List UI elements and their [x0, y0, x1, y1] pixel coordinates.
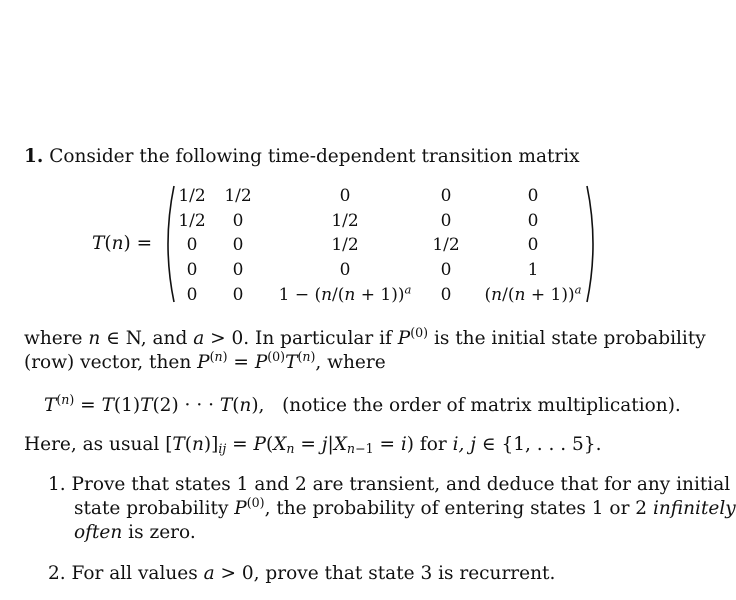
matrix-cell-r1-c3: 0 — [339, 186, 351, 206]
item-2: 2. For all values a > 0, prove that state 3 is recurrent. — [48, 563, 556, 584]
matrix-cell-r4-c1: 0 — [186, 260, 198, 280]
matrix-cell-r5-c1: 0 — [186, 285, 198, 305]
matrix-cell-r5-c5: $(n/(n + 1))^a$ — [484, 282, 582, 305]
item-1 — [48, 474, 730, 495]
problem-number: 1. — [24, 146, 44, 167]
matrix-cell-r2-c5: 0 — [527, 211, 539, 231]
matrix-cell-r3-c3: 1/2 — [331, 235, 359, 255]
matrix-cell-r3-c2: 0 — [232, 235, 244, 255]
matrix-cell-r5-c2: 0 — [232, 285, 244, 305]
item-2-number: 2. — [48, 563, 66, 584]
matrix-cell-r1-c1: 1/2 — [178, 186, 206, 206]
product-line: $T^{(n)} = T(1)T(2)$ · · · T(n), (notice the order of matrix multiplication). — [44, 392, 681, 416]
problem-intro: Consider the following time-dependent transition matrix — [49, 146, 580, 167]
where-line-1: where n ∈ N, and a > 0. In particular if $P^{(0)}$ is the initial state probability — [24, 325, 706, 349]
here-line: Here, as usual $[T(n)]_{ij} = P(X_n = j|X_{n-1} = i)$ for i, j ∈ {1, . . . 5}. — [24, 434, 602, 457]
matrix-cell-r2-c2: 0 — [232, 211, 244, 231]
where-line-2: (row) vector, then $P^{(n)} = P^{(0)}T^{(n)}$, where — [24, 349, 386, 373]
matrix-cell-r4-c2: 0 — [232, 260, 244, 280]
matrix-cell-r4-c4: 0 — [440, 260, 452, 280]
matrix-cell-r2-c1: 1/2 — [178, 211, 206, 231]
matrix-cell-r5-c3: $1 - (n/(n + 1))^a$ — [278, 282, 412, 305]
matrix-cell-r3-c1: 0 — [186, 235, 198, 255]
matrix-cell-r4-c3: 0 — [339, 260, 351, 280]
matrix-cell-r5-c4: 0 — [440, 285, 452, 305]
matrix-cell-r4-c5: 1 — [527, 260, 539, 280]
matrix-cell-r2-c3: 1/2 — [331, 211, 359, 231]
matrix-cell-r3-c5: 0 — [527, 235, 539, 255]
matrix-cell-r1-c5: 0 — [527, 186, 539, 206]
matrix-cell-r3-c4: 1/2 — [432, 235, 460, 255]
matrix-cell-r1-c4: 0 — [440, 186, 452, 206]
item-1-number: 1. — [48, 474, 66, 495]
item-1-line-2: state probability $P^{(0)}$, the probability of entering states 1 or 2 infinitely — [74, 495, 736, 519]
matrix-lhs: T(n) = — [92, 233, 153, 254]
matrix-cell-r2-c4: 0 — [440, 211, 452, 231]
item-1-line-3: often is zero. — [74, 522, 196, 543]
matrix-cell-r1-c2: 1/2 — [224, 186, 252, 206]
item-1-line-1: Prove that states 1 and 2 are transient, and deduce that for any initial — [71, 474, 731, 495]
